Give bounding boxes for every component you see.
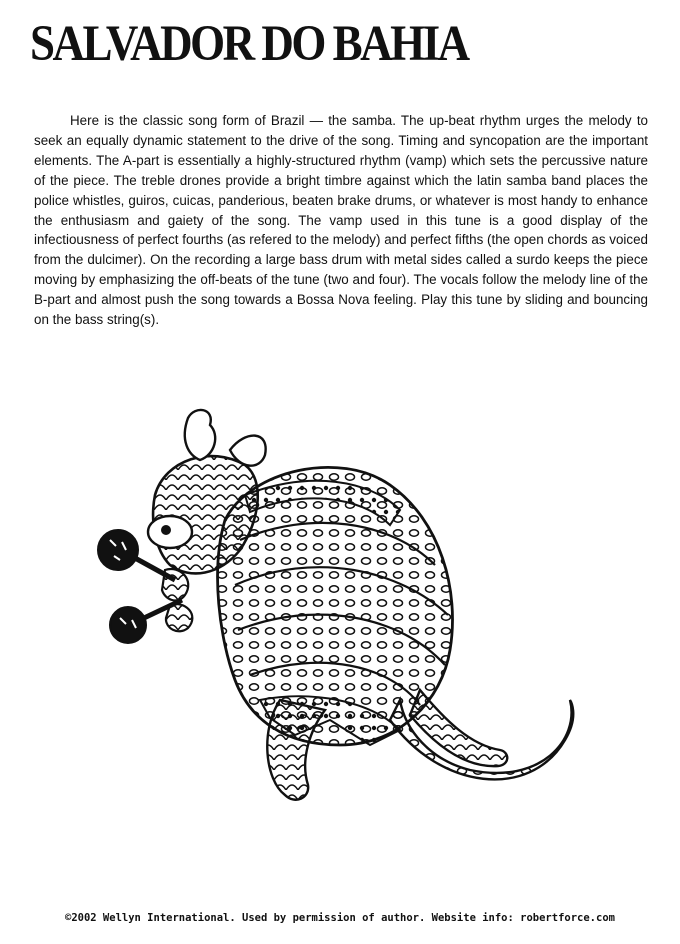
copyright-footer: ©2002 Wellyn International. Used by permission of author. Website info: robertforce.com bbox=[65, 912, 615, 924]
description-paragraph: Here is the classic song form of Brazil — the samba. The up-beat rhythm urges the melody to seek an equally dynamic statement to the drive of the song. Timing and syncopation are the important elements. The A-part is essentially a highly-structured rhythm (vamp) which sets the percussive nature of the piece. The treble drones provide a bright timbre against which the latin samba band places the police whistles, guiros, cuicas, panderious, beaten brake drums, or whatever is most handy to enhance the enthusiasm and gaiety of the song. The vamp used in this tune is a good display of the infectiousness of perfect fourths (as refered to the melody) and perfect fifths (the open chords as voiced from the dulcimer). On the recording a large bass drum with metal sides called a surdo keeps the piece moving by emphasizing the off-beats of the tune (two and four). The vocals follow the melody line of the B-part and almost push the song towards a Bossa Nova feeling. Play this tune by sliding and bouncing on the bass string(s). bbox=[34, 113, 648, 328]
page-title: SALVADOR DO BAHIA bbox=[30, 15, 468, 72]
armadillo-illustration bbox=[70, 400, 600, 820]
